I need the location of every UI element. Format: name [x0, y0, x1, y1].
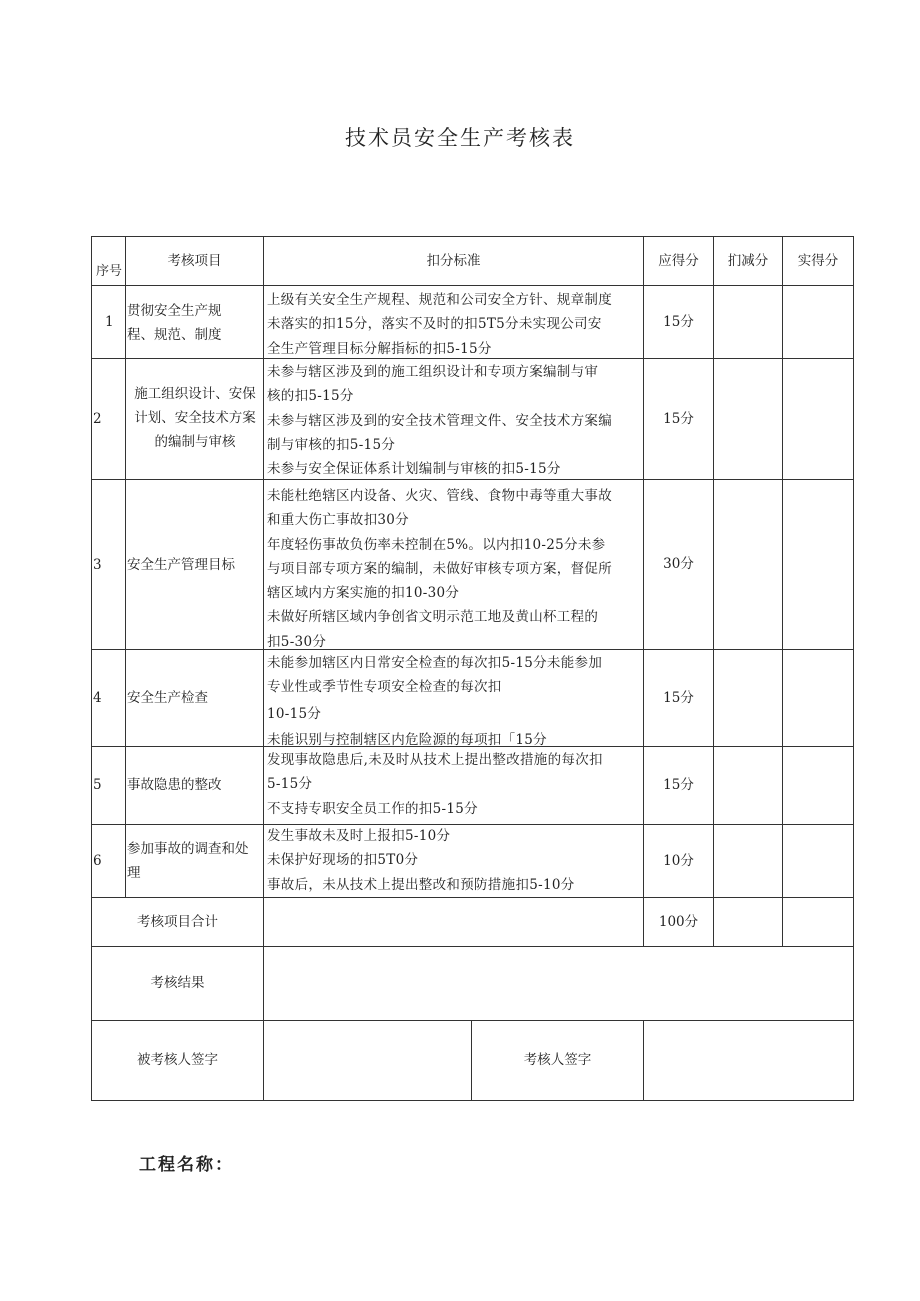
- row-5-seq: 5: [93, 777, 102, 793]
- row-4-due: 15分: [663, 689, 694, 706]
- page-title: 技术员安全生产考核表: [345, 126, 575, 150]
- header-criteria: 扣分标准: [426, 253, 481, 269]
- row-6-item: 参加事故的调查和处理: [127, 841, 249, 881]
- total-value: 100分: [658, 913, 699, 930]
- assessor-signature-label: 考核人签字: [523, 1052, 592, 1068]
- row-3-seq: 3: [93, 557, 102, 573]
- row-2-criteria: 未参与辖区涉及到的施工组织设计和专项方案编制与审 核的扣5-15分 未参与辖区涉及到的安全技术管理文件、安全技术方案编 制与审核的扣5-15分 未参与安全保证体系计划编制与审核的扣5-15分: [267, 364, 612, 478]
- row-4-criteria: 未能参加辖区内日常安全检查的每次扣5-15分未能参加 专业性或季节性专项安全检查的每次扣 10-15分 未能识别与控制辖区内危险源的每项扣「15分: [267, 655, 603, 746]
- total-label: 考核项目合计: [137, 913, 218, 930]
- result-label: 考核结果: [150, 975, 205, 991]
- row-4-item: 安全生产检查: [127, 690, 208, 706]
- row-1-due: 15分: [663, 313, 694, 330]
- row-6-criteria: 发生事故未及时上报扣5-10分 未保护好现场的扣5T0分 事故后，未从技术上提出整改和预防措施扣5-10分: [267, 828, 575, 893]
- row-1-seq: 1: [105, 314, 114, 330]
- row-6-due: 10分: [663, 852, 694, 869]
- row-1-criteria: 上级有关安全生产规程、规范和公司安全方针、规章制度 未落实的扣15分，落实不及时的扣5T5分未实现公司安 全生产管理目标分解指标的扣5-15分: [267, 292, 612, 357]
- row-4-seq: 4: [93, 690, 102, 706]
- header-deduct: 扪减分: [727, 253, 769, 269]
- result-value[interactable]: [264, 947, 853, 1020]
- assessee-signature-label: 被考核人签字: [137, 1052, 218, 1068]
- header-seq: 序号: [95, 264, 122, 279]
- row-2-item: 施工组织设计、安保计划、安全技术方案的编制与审核: [134, 386, 256, 450]
- row-3-item: 安全生产管理目标: [127, 557, 235, 573]
- row-3-criteria: 未能杜绝辖区内设备、火灾、管线、食物中毒等重大事故 和重大伤亡事故扣30分 年度轻伤事故负伤率未控制在5%。以内扣10-25分未参 与项目部专项方案的编制，未做好审核专项方案，督促所 辖区域内方案实施的扣10-30分 未做好所辖区域内争创省文明示范工地及黄山杯工程的 扣5-30分: [267, 488, 612, 649]
- row-2-seq: 2: [93, 411, 102, 427]
- assessor-signature-field[interactable]: [644, 1021, 853, 1100]
- header-item: 考核项目: [167, 253, 222, 269]
- header-due: 应得分: [658, 253, 699, 269]
- row-6-seq: 6: [93, 853, 102, 869]
- row-3-due: 30分: [663, 556, 694, 572]
- assessment-table: [91, 236, 854, 1101]
- row-2-due: 15分: [663, 410, 694, 427]
- row-5-item: 事故隐患的整改: [127, 777, 222, 793]
- header-actual: 实得分: [797, 253, 839, 269]
- assessee-signature-field[interactable]: [264, 1021, 471, 1100]
- row-5-due: 15分: [663, 777, 694, 793]
- row-5-criteria: 发现事故隐患后,未及时从技术上提出整改措施的每次扣 5-15分 不支持专职安全员工作的扣5-15分: [267, 752, 603, 817]
- project-name-label: 工程名称：: [139, 1155, 234, 1175]
- row-1-item: 贯彻安全生产规程、规范、制度: [127, 303, 222, 343]
